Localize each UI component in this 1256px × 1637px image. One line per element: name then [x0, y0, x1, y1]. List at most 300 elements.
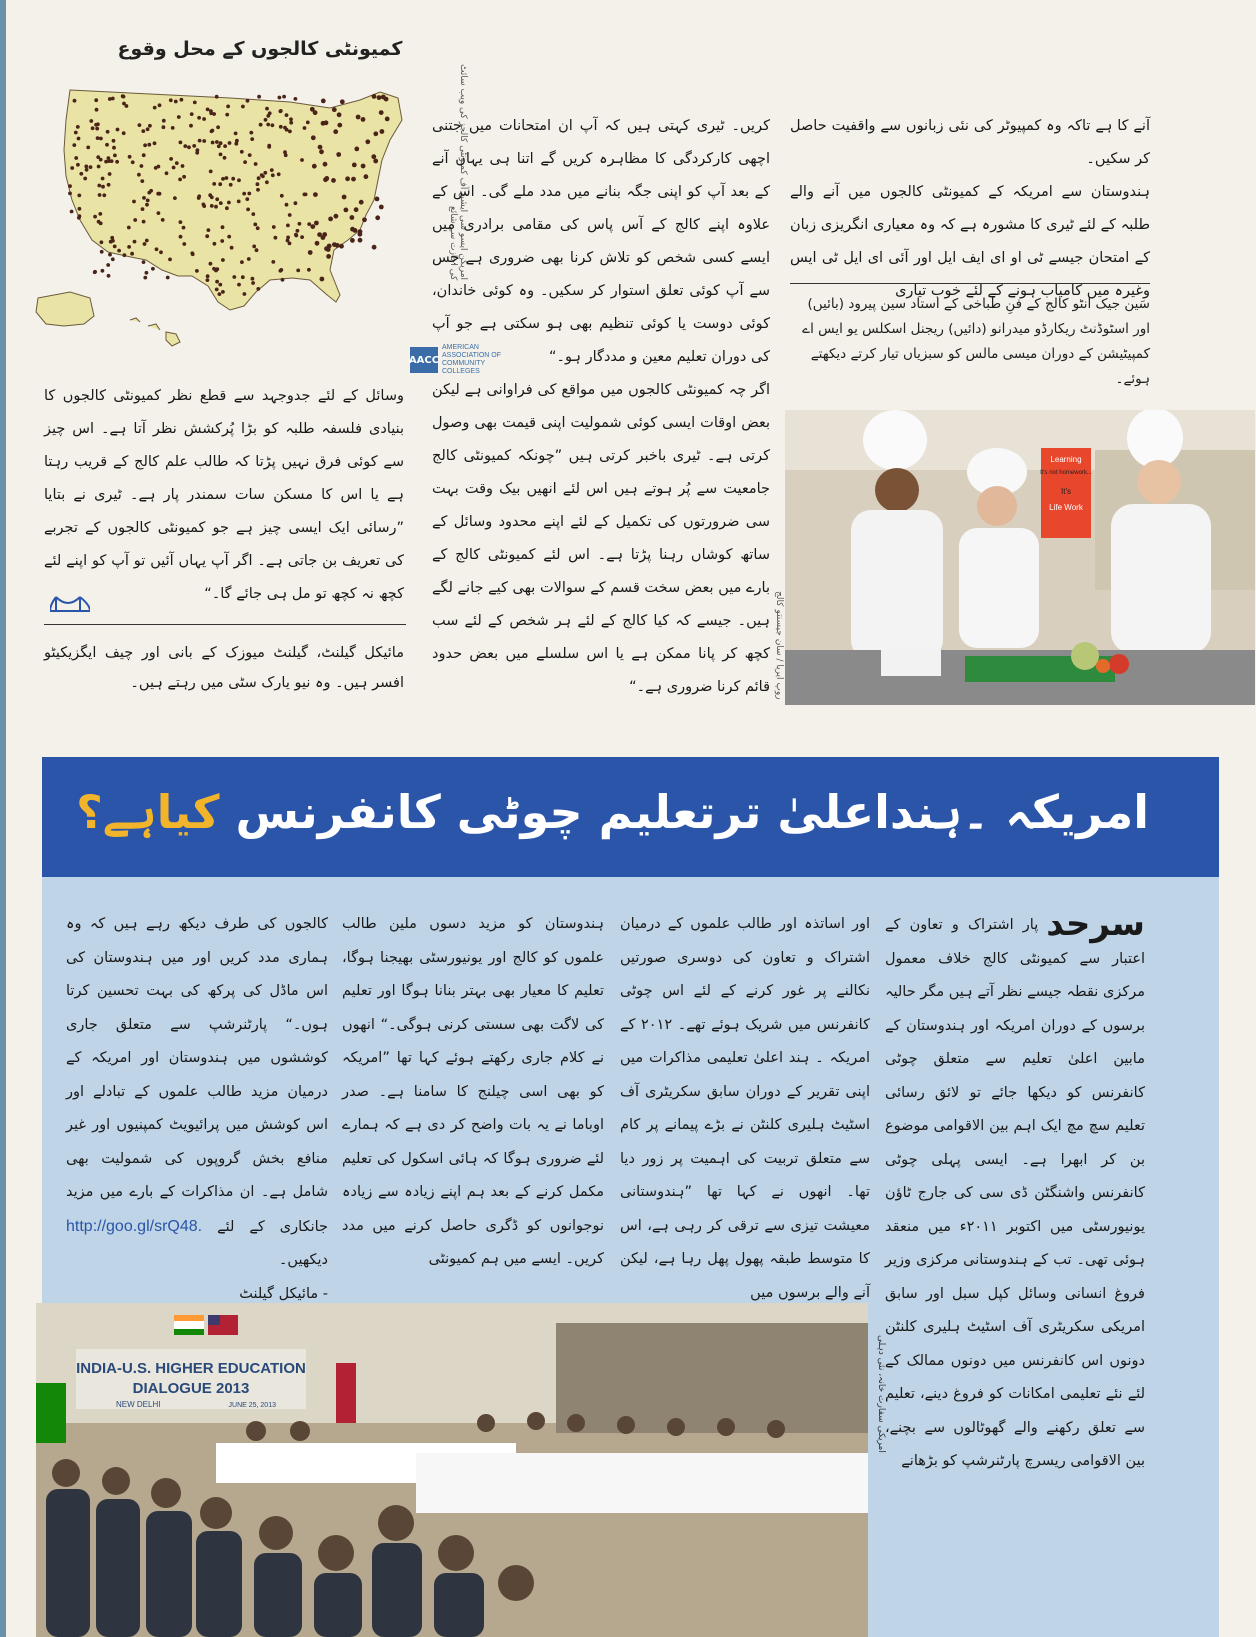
college-dot [284, 153, 288, 157]
caption-divider [790, 283, 1150, 284]
college-dot [205, 234, 209, 238]
college-dot [321, 99, 326, 104]
college-dot [337, 123, 342, 128]
college-dot [356, 115, 361, 120]
college-dot [146, 127, 150, 131]
college-dot [112, 139, 116, 143]
chefs-photo [785, 410, 1255, 705]
college-dot [100, 250, 104, 254]
college-dot [277, 172, 281, 176]
college-dot [307, 268, 311, 272]
college-dot [294, 97, 298, 101]
college-dot [142, 220, 146, 224]
college-dot [251, 281, 255, 285]
college-dot [123, 253, 127, 257]
college-dot [225, 176, 229, 180]
sign-text-1: Learning [1050, 455, 1082, 464]
article-column-left [44, 380, 404, 611]
college-dot [217, 144, 221, 148]
college-dot [145, 203, 149, 207]
college-dot [141, 129, 145, 133]
paragraph: اگر چہ کمیونٹی کالجوں میں مواقع کی فراوانی ہے لیکن بعض اوقات ایسی کوئی شمولیت اپنی قیمت بھی وصول کرتی ہے۔ ٹیری باخبر کرتی ہیں ”چونکہ کمیونٹی کالج جامعیت سے پُر ہوتے ہیں اس لئے انھیں بیک وقت بہت سی ضرورتوں کی تکمیل کے لئے اپنے محدود وسائل کے ساتھ کوشاں رہنا پڑتا ہے۔ اس لئے کمیونٹی کالج کے بارے میں بعض سخت قسم کے سوالات بھی کیے جانے لگے ہیں۔ جیسے کہ کیا کالج کے لئے ہر شخص کے لئے سب کچھ کر پانا ممکن ہے یا اس سلسلے میں بعض حدود قائم کرنا ضروری ہے۔“ [432, 382, 770, 695]
college-dot [218, 283, 222, 287]
college-dot [323, 177, 328, 182]
college-dot [372, 94, 377, 99]
college-dot [206, 108, 210, 112]
college-dot [260, 173, 264, 177]
college-dot [350, 238, 355, 243]
college-dot [229, 183, 233, 187]
college-dot [257, 176, 261, 180]
college-dot [313, 192, 318, 197]
college-dot [182, 175, 186, 179]
college-dot [255, 248, 259, 252]
college-dot [373, 159, 378, 164]
college-dot [215, 197, 219, 201]
college-dot [155, 247, 159, 251]
college-dot [212, 267, 216, 271]
college-dot [265, 180, 269, 184]
college-dot [254, 162, 258, 166]
college-dot [286, 224, 290, 228]
college-dot [294, 201, 298, 205]
college-dot [166, 276, 170, 280]
college-dot [306, 121, 310, 125]
college-dot [98, 193, 102, 197]
college-dot [85, 168, 89, 172]
college-dot [312, 164, 317, 169]
college-dot [227, 235, 231, 239]
college-dot [210, 129, 214, 133]
college-dot [263, 171, 267, 175]
college-dot [142, 153, 146, 157]
more-info-link[interactable]: http://goo.gl/srQ48. [66, 1217, 203, 1235]
college-dot [230, 246, 234, 250]
sign-text-4: Life Work [1049, 503, 1083, 512]
college-dot [113, 154, 117, 158]
college-dot [354, 147, 359, 152]
college-dot [227, 201, 231, 205]
college-dot [173, 196, 177, 200]
college-dot [266, 123, 270, 127]
paragraph: کریں۔ ٹیری کہتی ہیں کہ آپ ان امتحانات میں جتنی اچھی کارکردگی کا مظاہرہ کریں گے اتنا ہی یہاں آنے کے بعد آپ کو اپنی جگہ بنانے میں مدد ملے گی۔ اس کے علاوہ اپنے کالج کے آس پاس کی مقامی برادری میں ایسے کسی شخص کو تلاش کرنا بھی ضروری ہے جس سے آپ کوئی تعلق استوار کر سکیں۔ وہ کوئی خاندان، کوئی دوست یا کوئی تنظیم بھی ہو سکتی ہے جو آپ کی دوران تعلیم معین و مددگار ہو۔“ [432, 118, 770, 365]
aacc-text: AMERICAN ASSOCIATION OF COMMUNITY COLLEGES [442, 344, 501, 375]
college-dot [84, 165, 88, 169]
college-dot [156, 192, 160, 196]
college-dot [192, 144, 196, 148]
college-dot [161, 218, 165, 222]
college-dot [159, 250, 163, 254]
college-dot [215, 288, 219, 292]
college-dot [140, 164, 144, 168]
college-dot [68, 184, 72, 188]
college-dot [317, 232, 322, 237]
college-dot [115, 160, 119, 164]
college-dot [172, 166, 176, 170]
college-dot [107, 183, 111, 187]
chefs-photo-credit: روپ ایریا / سان جیسنتو کالج [774, 591, 784, 700]
college-dot [145, 239, 149, 243]
article-column-2 [620, 908, 870, 1310]
hawaii-shape [130, 318, 180, 346]
college-dot [242, 192, 246, 196]
college-dot [354, 207, 359, 212]
college-dot [77, 194, 81, 198]
college-dot [197, 116, 201, 120]
college-dot [245, 197, 249, 201]
college-dot [183, 144, 187, 148]
sign-text-3: It's [1061, 487, 1071, 496]
backdrop-line-1: INDIA-U.S. HIGHER EDUCATION [76, 1360, 306, 1377]
college-dot [147, 143, 151, 147]
paragraph: آنے کا ہے تاکہ وہ کمپیوٹر کی نئی زبانوں سے واقفیت حاصل کر سکیں۔ [790, 118, 1150, 167]
college-dot [193, 101, 197, 105]
college-dot [105, 143, 109, 147]
paragraph: پار اشتراک و تعاون کے اعتبار سے کمیونٹی کالج خلاف معمول مرکزی نقطہ جیسے نظر آتے ہیں مگر حالیہ برسوں کے دوران امریکہ اور ہندوستان کے مابین اعلیٰ تعلیم سے متعلق چوٹی کانفرنس کو دیکھا جائے تو لائق رسائی تعلیم سچ مچ ایک اہم بین الاقوامی موضوع بن کر ابھرا ہے۔ ایسی پہلی چوٹی کانفرنس واشنگٹن ڈی سی کی جارج ٹاؤن یونیورسٹی میں اکتوبر ۲۰۱۱ء میں منعقد ہوئی تھی۔ تب کے ہندوستانی مرکزی وزیر فروغ انسانی وسائل کپل سبل اور سابق امریکی سکریٹری آف اسٹیٹ ہلیری کلنٹن دونوں اس کانفرنس میں دونوں ممالک کے لئے نئے تعلیمی امکانات کو فروغ دینے، تعلیم سے تعلق رکھنے والے گھوٹالوں سے بچنے، بین الاقوامی ریسرچ پارٹنرشپ کو بڑھانے [885, 917, 1145, 1469]
conference-backdrop [76, 1349, 306, 1409]
college-dot [131, 160, 135, 164]
college-dot [221, 258, 225, 262]
college-dot [127, 245, 131, 249]
college-dot [240, 150, 244, 154]
college-dot [76, 125, 80, 129]
college-dot [288, 130, 292, 134]
college-dot [257, 95, 261, 99]
college-dot [361, 164, 366, 169]
college-dot [174, 100, 178, 104]
banner-title [76, 785, 1149, 839]
college-dot [215, 140, 219, 144]
college-dot [122, 131, 126, 135]
college-dot [107, 156, 111, 160]
college-dot [231, 177, 235, 181]
college-dot [74, 131, 78, 135]
college-dot [350, 227, 355, 232]
college-dot [237, 200, 241, 204]
college-dot [332, 107, 337, 112]
college-dot [310, 224, 315, 229]
college-dot [102, 193, 106, 197]
college-dot [335, 243, 340, 248]
college-dot [267, 145, 271, 149]
college-dot [96, 136, 100, 140]
college-dot [362, 217, 367, 222]
college-dot [189, 124, 193, 128]
aacc-mark: AACC [410, 347, 438, 373]
college-dot [219, 153, 223, 157]
college-dot [300, 158, 304, 162]
url-suffix: دیکھیں۔ [278, 1252, 328, 1268]
college-dot [208, 193, 212, 197]
paragraph: اور اساتذہ اور طالب علموں کے درمیان اشتراک و تعاون کی دوسری صورتیں نکالنے پر غور کرنے کے لئے اس چوٹی کانفرنس میں شریک ہوئے تھے۔ ۲۰۱۲ کے امریکہ ۔ ہند اعلیٰ تعلیمی مذاکرات میں اپنی تقریر کے دوران سابق سکریٹری آف اسٹیٹ ہلیری کلنٹن نے بڑے پیمانے پر کام سے متعلق تربیت کی اہمیت پر زور دیا تھا۔ انھوں نے کہا تھا ”ہندوستانی معیشت تیزی سے ترقی کر رہی ہے، اس کا متوسط طبقہ پھول پھل رہا ہے، لیکن آنے والے برسوں میں [620, 916, 870, 1301]
college-dot [151, 267, 155, 271]
banner-title-main: امریکہ ۔ہنداعلیٰ ترتعلیم چوٹی کانفرنس [235, 785, 1149, 839]
college-dot [340, 99, 345, 104]
college-dot [247, 257, 251, 261]
college-dot [344, 208, 349, 213]
college-dot [83, 177, 87, 181]
college-dot [296, 229, 300, 233]
college-dot [219, 201, 223, 205]
college-dot [271, 123, 275, 127]
paragraph: ہندوستان سے امریکہ کے کمیونٹی کالجوں میں آنے والے طلبہ کے لئے ٹیری کا مشورہ ہے کہ وہ معیاری انگریزی زبان کے امتحان جیسے ٹی او ای ایف ایل اور آئی ای ایل ٹی ایس وغیرہ میں کامیاب ہونے کے لئے خوب تیاری [790, 184, 1150, 299]
backdrop-place: NEW DELHI [116, 1400, 161, 1409]
college-dot [221, 177, 225, 181]
college-dot [247, 192, 251, 196]
college-dot [304, 193, 308, 197]
college-dot [89, 119, 93, 123]
college-dot [252, 245, 256, 249]
college-dot [232, 275, 236, 279]
college-dot [141, 207, 145, 211]
college-dot [122, 95, 126, 99]
college-dot [210, 204, 214, 208]
college-dot [94, 98, 98, 102]
college-dot [207, 228, 211, 232]
college-dot [95, 108, 99, 112]
college-dot [278, 96, 282, 100]
college-dot [372, 245, 377, 250]
college-dot [359, 200, 364, 205]
college-dot [106, 263, 110, 267]
college-dot [77, 137, 81, 141]
backdrop-date: JUNE 25, 2013 [228, 1402, 276, 1409]
college-dot [169, 98, 173, 102]
college-dot [375, 197, 380, 202]
page-edge-strip [0, 0, 6, 1637]
college-dot [285, 113, 289, 117]
college-dot [251, 277, 255, 281]
alaska-shape [36, 292, 94, 326]
college-dot [279, 125, 283, 129]
college-dot [215, 267, 219, 271]
map-title: کمیونٹی کالجوں کے محل وقوع [117, 38, 403, 60]
college-dot [243, 160, 247, 164]
college-dot [337, 112, 342, 117]
college-dot [285, 203, 289, 207]
conference-photo-credit: امریکی سفارت خانہ، نئی دہلی [876, 1335, 886, 1453]
college-dot [307, 222, 311, 226]
college-dot [249, 131, 253, 135]
banner-title-accent: کیاہے؟ [76, 785, 220, 839]
college-dot [298, 222, 302, 226]
college-dot [288, 213, 292, 217]
section-drop-head: سرحد [1046, 904, 1145, 944]
college-dot [218, 182, 222, 186]
college-dot [294, 233, 298, 237]
college-dot [228, 141, 232, 145]
college-dot [190, 112, 194, 116]
college-dot [223, 156, 227, 160]
college-dot [215, 280, 219, 284]
college-dot [195, 269, 199, 273]
college-dot [98, 212, 102, 216]
college-dot [248, 153, 252, 157]
college-dot [72, 143, 76, 147]
article-column-middle [432, 110, 770, 704]
college-dot [91, 126, 95, 130]
college-dot [108, 172, 112, 176]
college-dot [97, 165, 101, 169]
college-dot [246, 208, 250, 212]
college-dot [117, 249, 121, 253]
college-dot [137, 173, 141, 177]
college-dot [334, 214, 339, 219]
college-dot [281, 278, 285, 282]
college-dot [179, 235, 183, 239]
college-dot [303, 126, 307, 130]
college-dot [122, 102, 126, 106]
college-dot [296, 269, 300, 273]
college-dot [308, 250, 313, 255]
college-dot [271, 173, 275, 177]
college-dot [322, 232, 327, 237]
college-dot [280, 194, 284, 198]
college-dot [169, 157, 173, 161]
college-dot [198, 139, 202, 143]
college-dot [212, 182, 216, 186]
college-dot [153, 141, 157, 145]
college-dot [350, 215, 355, 220]
college-dot [181, 164, 185, 168]
college-dot [320, 277, 325, 282]
college-dot [216, 125, 220, 129]
college-dot [300, 235, 304, 239]
college-dot [97, 184, 101, 188]
college-dot [237, 283, 241, 287]
author-note: مائیکل گیلنٹ، گیلنٹ میوزک کے بانی اور چیف ایگزیکیٹو افسر ہیں۔ وہ نیو یارک سٹی میں رہتے ہیں۔ [44, 645, 404, 691]
college-dot [70, 210, 74, 214]
college-dot [187, 145, 191, 149]
college-dot [202, 203, 206, 207]
college-dot [93, 215, 97, 219]
college-dot [209, 262, 213, 266]
college-dot [373, 131, 378, 136]
college-dot [279, 109, 283, 113]
college-dot [371, 154, 376, 159]
author-divider [44, 624, 406, 625]
college-dot [271, 260, 275, 264]
college-dot [73, 99, 77, 103]
college-dot [110, 159, 114, 163]
college-dot [93, 270, 97, 274]
college-dot [351, 177, 356, 182]
college-dot [318, 145, 323, 150]
college-dot [377, 95, 382, 100]
college-dot [279, 269, 283, 273]
college-dot [127, 226, 131, 230]
college-dot [101, 269, 105, 273]
college-dot [68, 192, 72, 196]
college-dot [143, 242, 147, 246]
college-dot [226, 105, 230, 109]
college-dot [142, 196, 146, 200]
college-dot [314, 221, 319, 226]
college-dot [342, 195, 347, 200]
college-dot [241, 275, 245, 279]
paragraph: وسائل کے لئے جدوجہد سے قطع نظر کمیونٹی کالجوں کا بنیادی فلسفہ طلبہ کو بڑا پُرکشش نظر آتا ہے۔ اس چیز سے کوئی فرق نہیں پڑتا کہ طالب علم کالج کے قریب رہتا ہے یا اس کا مسکن سات سمندر پار ہے۔ ٹیری نے بتایا ”رسائی ایک ایسی چیز ہے جو کمیونٹی کالجوں کے تجربے کی تعریف بن جاتی ہے۔ اگر آپ یہاں آئیں تو آپ کو اپنے لئے کچھ نہ کچھ تو مل ہی جائے گا۔“ [44, 388, 404, 602]
college-dot [146, 199, 150, 203]
map-credit: امریکن ایسو سی ایشن آف کمیونٹی کالجز کی ویب سائٹ کی اجازت سے شائع [448, 63, 468, 280]
college-dot [218, 292, 222, 296]
college-dot [215, 95, 219, 99]
college-dot [179, 220, 183, 224]
college-dot [101, 185, 105, 189]
college-dot [256, 287, 260, 291]
college-dot [107, 274, 111, 278]
college-dot [111, 257, 115, 261]
college-dot [153, 106, 157, 110]
college-dot [132, 200, 136, 204]
college-dot [89, 165, 93, 169]
college-dot [221, 225, 225, 229]
conference-photo [36, 1303, 868, 1637]
college-dot [202, 117, 206, 121]
college-dot [221, 290, 225, 294]
college-dot [266, 114, 270, 118]
college-dot [94, 123, 98, 127]
college-dot [214, 205, 218, 209]
college-dot [251, 212, 255, 216]
article-column-right [790, 110, 1150, 308]
college-dot [289, 121, 293, 125]
college-dot [175, 161, 179, 165]
college-dot [336, 152, 341, 157]
college-dot [140, 179, 144, 183]
college-dot [220, 239, 224, 243]
college-dot [86, 146, 90, 150]
college-dot [162, 125, 166, 129]
college-dot [99, 158, 103, 162]
college-dot [241, 105, 245, 109]
college-dot [331, 178, 336, 183]
college-dot [289, 117, 293, 121]
college-dot [352, 163, 357, 168]
college-dot [345, 176, 350, 181]
college-dot [179, 141, 183, 145]
college-dot [282, 95, 286, 99]
college-dot [256, 188, 260, 192]
photo-caption: سَین جیک انٹو کالج کے فنِ طباخی کے استاد سین پیرود (بائیں) اور اسٹوڈنٹ ریکارڈو میدرانو (دائیں) ریجنل اسکلس یو ایس اے کمپیٹیشن کے دوران میسی مالس کو سبزیاں تیار کرتے دیکھتے ہوئے۔ [802, 296, 1150, 387]
college-dot [326, 247, 331, 252]
college-dot [250, 137, 254, 141]
college-dot [190, 251, 194, 255]
college-dot [128, 155, 132, 159]
college-dot [364, 174, 369, 179]
college-dot [237, 178, 241, 182]
college-dot [223, 144, 227, 148]
college-dot [379, 110, 384, 115]
college-dot [319, 149, 324, 154]
college-dot [324, 120, 329, 125]
college-dot [70, 166, 74, 170]
bridge-icon [50, 593, 90, 617]
college-dot [225, 113, 229, 117]
college-dot [380, 129, 385, 134]
college-dot [315, 241, 320, 246]
college-dot [133, 218, 137, 222]
college-dot [375, 215, 380, 220]
college-dot [256, 182, 260, 186]
college-dot [358, 238, 363, 243]
college-dot [243, 292, 247, 296]
college-dot [213, 242, 217, 246]
college-dot [112, 146, 116, 150]
college-dot [171, 126, 175, 130]
college-dot [157, 165, 161, 169]
college-dot [339, 244, 344, 249]
college-dot [148, 124, 152, 128]
